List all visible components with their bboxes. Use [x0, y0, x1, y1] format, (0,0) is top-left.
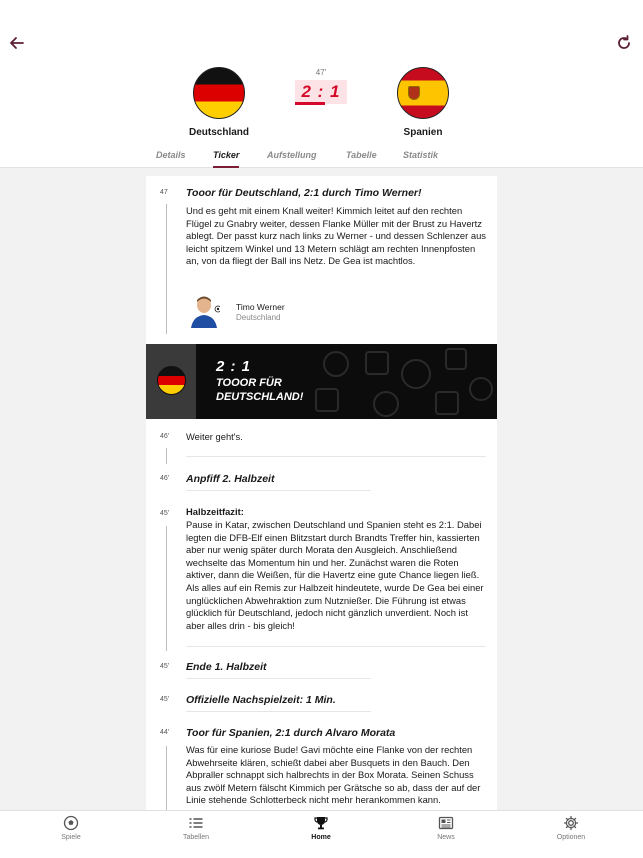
entry-minute: 46' [160, 433, 170, 440]
bottom-navigation [0, 810, 643, 858]
newspaper-icon [438, 815, 454, 831]
entry-title: Toor für Spanien, 2:1 durch Alvaro Morata [186, 727, 396, 739]
nav-label: Spiele [61, 834, 81, 841]
match-score: 2 : 1 [295, 80, 347, 104]
nav-label: Tabellen [182, 834, 210, 841]
player-photo [190, 294, 220, 328]
timeline-line [166, 204, 167, 334]
entry-title: Ende 1. Halbzeit [186, 661, 267, 673]
timeline-line [166, 746, 167, 811]
separator [186, 456, 486, 457]
timeline-line [166, 526, 167, 651]
player-name: Timo Werner [236, 302, 285, 312]
entry-minute: 44' [160, 729, 170, 736]
tab-tabelle[interactable]: Tabelle [346, 150, 377, 160]
entry-minute: 45' [160, 510, 170, 517]
away-team-name: Spanien [403, 127, 443, 138]
player-team: Deutschland [236, 313, 281, 322]
tab-statistik[interactable]: Statistik [403, 150, 439, 160]
entry-minute: 46' [160, 475, 170, 482]
match-header [0, 0, 643, 168]
tab-aufstellung[interactable]: Aufstellung [267, 150, 317, 160]
entry-body: Pause in Katar, zwischen Deutschland und Spanien steht es 2:1. Dabei legten die DFB-Elf einen Blitzstart durch Brandts Treffer hin, kassierten aber nur wenig später durch Morata den Ausgleich. Anschließend wechselte das Momentum hin und her. Zunächst waren die Roten aktiver, dann die Weißen, für die Havertz eine gute Chance liegen ließ. Als alles auf ein Remis zur Halbzeit hindeutete, wurde De Gea bei einer unglücklichen Abwehraktion zum Nutznießer. Die Führung ist etwas glücklich für Deutschland, jedoch nicht gänzlich unverdient. Noch ist aber alles drin - bis gleich! [186, 519, 484, 631]
separator [186, 646, 486, 647]
nav-label: Optionen [556, 834, 586, 841]
list-icon [188, 815, 204, 831]
refresh-button[interactable] [615, 34, 633, 52]
match-tabs [150, 150, 450, 168]
entry-body: Was für eine kuriose Bude! Gavi möchte eine Flanke von der rechten Abwehrseite klären, schießt dabei aber Busquets in den Bauch. Den Abpraller schnappt sich halbrechts in der Box Morata. Seinen Schuss aus zwölf Metern fälscht Kimmich per Grätsche so ab, dass der auf der Linie stehende Schlotterbeck nicht mehr herankommen kann. [186, 744, 481, 806]
nav-label: Home [311, 834, 331, 841]
home-team-name: Deutschland [188, 127, 249, 138]
gear-icon [563, 815, 579, 831]
banner-score: 2 : 1 [216, 358, 252, 375]
arrow-left-icon [8, 34, 26, 52]
timeline-line [166, 448, 167, 464]
separator [186, 490, 371, 491]
tab-ticker[interactable]: Ticker [213, 150, 240, 160]
match-minute: 47' [315, 68, 327, 77]
back-button[interactable] [8, 34, 26, 52]
trophy-icon [313, 815, 329, 831]
entry-title: Offizielle Nachspielzeit: 1 Min. [186, 694, 336, 706]
goal-banner [146, 344, 497, 419]
entry-minute: 45' [160, 696, 170, 703]
nav-news[interactable] [406, 815, 486, 841]
germany-flag-icon [157, 366, 186, 395]
entry-body: Weiter geht's. [186, 431, 243, 442]
entry-minute: 47 [160, 189, 168, 196]
nav-home[interactable] [281, 815, 361, 841]
home-team[interactable] [169, 67, 269, 138]
entry-heading: Halbzeitfazit: [186, 506, 244, 517]
soccer-ball-icon [63, 815, 79, 831]
separator [186, 678, 371, 679]
separator [186, 711, 371, 712]
away-team[interactable] [373, 67, 473, 138]
nav-tabellen[interactable] [156, 815, 236, 841]
refresh-icon [615, 34, 633, 52]
nav-optionen[interactable] [531, 815, 611, 841]
entry-minute: 45' [160, 663, 170, 670]
score-box [295, 68, 347, 104]
nav-label: News [437, 834, 455, 841]
ticker-feed[interactable] [146, 176, 497, 811]
goal-scorer[interactable] [186, 294, 386, 330]
entry-title: Anpfiff 2. Halbzeit [186, 473, 275, 485]
spain-flag-icon [397, 67, 449, 119]
entry-body: Und es geht mit einem Knall weiter! Kimmich leitet auf den rechten Flügel zu Gnabry weiter, dessen Flanke Müller mit der Brust zu Havertz ablegt. Der passt kurz nach links zu Werner - und dessen Schlenzer aus leicht spitzem Winkel und 13 Metern schlägt am rechten Innenpfosten an, von da fliegt der Ball ins Netz. De Gea ist machtlos. [186, 205, 486, 267]
germany-flag-icon [193, 67, 245, 119]
entry-title: Tooor für Deutschland, 2:1 durch Timo Werner! [186, 187, 422, 199]
banner-pattern [296, 344, 497, 419]
nav-spiele[interactable] [31, 815, 111, 841]
banner-text: TOOOR FÜR DEUTSCHLAND! [216, 377, 304, 403]
tab-details[interactable]: Details [156, 150, 186, 160]
